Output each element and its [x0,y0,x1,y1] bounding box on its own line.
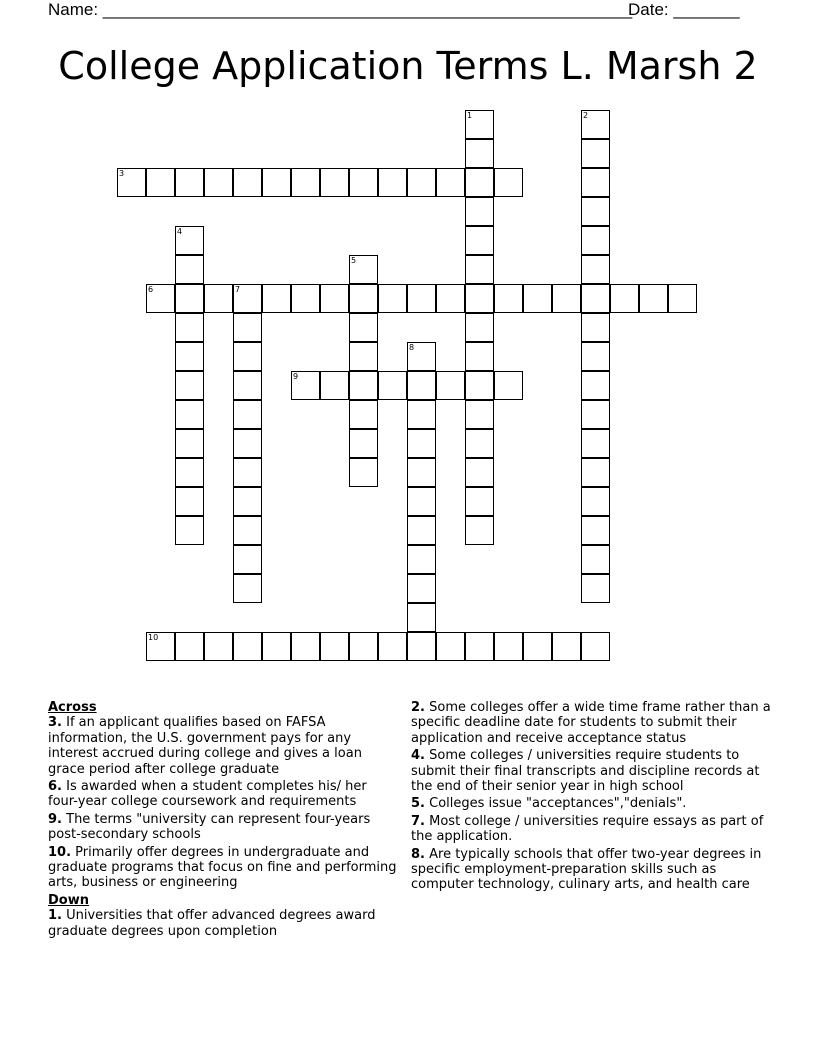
grid-cell[interactable] [581,516,610,545]
clue-text: The terms "university can represent four-years post-secondary schools [48,811,371,843]
grid-cell[interactable] [349,371,378,400]
clue-across-6 [48,779,398,810]
grid-cell[interactable] [581,139,610,168]
clue-number: 5. [411,796,425,812]
date-field-line[interactable]: Date: _______ [628,0,740,19]
grid-cell[interactable] [407,371,436,400]
grid-cell[interactable] [262,632,291,661]
grid-cell[interactable] [581,429,610,458]
grid-cell[interactable] [465,110,494,139]
grid-cell[interactable] [349,168,378,197]
grid-cell[interactable] [436,284,465,313]
grid-cell[interactable] [175,516,204,545]
clue-number-label: 2 [583,111,589,120]
clue-number: 7. [411,813,425,829]
grid-cell[interactable] [465,516,494,545]
grid-cell[interactable] [175,255,204,284]
clue-number: 1. [48,908,62,924]
grid-cell[interactable] [581,400,610,429]
grid-cell[interactable] [233,516,262,545]
grid-cell[interactable] [378,371,407,400]
clue-number-label: 8 [409,343,415,352]
clue-down-5 [411,796,771,811]
grid-cell[interactable] [233,342,262,371]
grid-cell[interactable] [465,226,494,255]
clue-number: 6. [48,779,62,795]
grid-cell[interactable] [175,371,204,400]
grid-cell[interactable] [465,371,494,400]
grid-cell[interactable] [349,284,378,313]
clue-text: Most college / universities require essays as part of the application. [411,813,764,845]
grid-cell[interactable] [581,255,610,284]
grid-cell[interactable] [581,632,610,661]
grid-cell[interactable] [581,197,610,226]
grid-cell[interactable] [494,371,523,400]
grid-cell[interactable] [407,400,436,429]
clue-down-8 [411,847,771,893]
grid-cell[interactable] [262,168,291,197]
grid-cell[interactable] [668,284,697,313]
page-title: College Application Terms L. Marsh 2 [58,44,758,88]
grid-cell[interactable] [581,313,610,342]
grid-cell[interactable] [233,313,262,342]
grid-cell[interactable] [407,168,436,197]
grid-cell[interactable] [204,284,233,313]
grid-cell[interactable] [581,110,610,139]
clue-number: 4. [411,748,425,764]
grid-cell[interactable] [175,313,204,342]
grid-cell[interactable] [581,371,610,400]
grid-cell[interactable] [465,400,494,429]
clue-number: 9. [48,811,62,827]
grid-cell[interactable] [581,574,610,603]
grid-cell[interactable] [349,342,378,371]
grid-cell[interactable] [465,342,494,371]
grid-cell[interactable] [436,632,465,661]
across-heading: Across [48,700,97,715]
grid-cell[interactable] [407,487,436,516]
grid-cell[interactable] [465,139,494,168]
clue-text: Some colleges / universities require students to submit their final transcripts and discipline records at the end of their senior year in high school [411,748,760,795]
grid-cell[interactable] [233,487,262,516]
grid-cell[interactable] [233,168,262,197]
grid-cell[interactable] [175,226,204,255]
grid-cell[interactable] [465,168,494,197]
clue-number-label: 5 [351,256,357,265]
grid-cell[interactable] [175,458,204,487]
grid-cell[interactable] [407,342,436,371]
clue-down-1 [48,908,398,939]
grid-cell[interactable] [349,400,378,429]
grid-cell[interactable] [320,168,349,197]
clue-number-label: 7 [235,285,241,294]
grid-cell[interactable] [436,371,465,400]
grid-cell[interactable] [407,516,436,545]
clue-number-label: 3 [119,169,125,178]
grid-cell[interactable] [349,429,378,458]
grid-cell[interactable] [436,168,465,197]
grid-cell[interactable] [146,168,175,197]
down-heading: Down [48,892,89,908]
grid-cell[interactable] [465,313,494,342]
name-field-line[interactable]: Name: ________________________________________________________ [48,0,633,19]
grid-cell[interactable] [494,284,523,313]
grid-cell[interactable] [581,545,610,574]
grid-cell[interactable] [349,632,378,661]
grid-cell[interactable] [175,400,204,429]
grid-cell[interactable] [610,284,639,313]
clue-number-label: 1 [467,111,473,120]
grid-cell[interactable] [233,284,262,313]
grid-cell[interactable] [378,284,407,313]
grid-cell[interactable] [465,458,494,487]
grid-cell[interactable] [175,284,204,313]
grid-cell[interactable] [407,458,436,487]
clue-text: Are typically schools that offer two-year degrees in specific employment-preparation skills such as computer technology, culinary arts, and health care [411,846,762,893]
grid-cell[interactable] [639,284,668,313]
grid-cell[interactable] [523,632,552,661]
grid-cell[interactable] [349,458,378,487]
grid-cell[interactable] [291,284,320,313]
grid-cell[interactable] [146,284,175,313]
clue-number: 3. [48,715,62,731]
grid-cell[interactable] [494,168,523,197]
grid-cell[interactable] [581,226,610,255]
clue-text: Universities that offer advanced degrees award graduate degrees upon completion [48,908,376,939]
grid-cell[interactable] [175,429,204,458]
grid-cell[interactable] [117,168,146,197]
clue-text: Primarily offer degrees in undergraduate and graduate programs that focus on fine and performing arts, business or engineering [48,844,397,891]
grid-cell[interactable] [407,632,436,661]
clue-down-2 [411,700,771,746]
grid-cell[interactable] [523,284,552,313]
grid-cell[interactable] [233,371,262,400]
grid-cell[interactable] [581,168,610,197]
grid-cell[interactable] [407,545,436,574]
grid-cell[interactable] [291,168,320,197]
grid-cell[interactable] [581,342,610,371]
grid-cell[interactable] [378,168,407,197]
grid-cell[interactable] [146,632,175,661]
grid-cell[interactable] [349,313,378,342]
clue-number-label: 4 [177,227,183,236]
grid-cell[interactable] [378,632,407,661]
grid-cell[interactable] [291,632,320,661]
clue-across-3 [48,715,398,777]
grid-cell[interactable] [407,284,436,313]
grid-cell[interactable] [407,429,436,458]
grid-cell[interactable] [552,284,581,313]
grid-cell[interactable] [407,574,436,603]
grid-cell[interactable] [581,458,610,487]
clue-across-10 [48,845,398,891]
clue-number: 2. [411,700,425,715]
grid-cell[interactable] [262,284,291,313]
grid-cell[interactable] [465,255,494,284]
clue-number-label: 6 [148,285,154,294]
grid-cell[interactable] [233,429,262,458]
clue-number: 8. [411,846,425,862]
clue-text: Colleges issue "acceptances","denials". [429,796,687,812]
grid-cell[interactable] [320,371,349,400]
grid-cell[interactable] [291,371,320,400]
grid-cell[interactable] [175,168,204,197]
grid-cell[interactable] [233,545,262,574]
grid-cell[interactable] [465,632,494,661]
grid-cell[interactable] [465,197,494,226]
clue-down-7 [411,814,771,845]
grid-cell[interactable] [175,342,204,371]
grid-cell[interactable] [494,632,523,661]
grid-cell[interactable] [581,284,610,313]
grid-cell[interactable] [465,429,494,458]
grid-cell[interactable] [175,487,204,516]
clue-down-4 [411,748,771,794]
clues-right-column [411,700,771,895]
clue-number-label: 10 [148,633,159,642]
clue-text: Is awarded when a student completes his/ her four-year college coursework and requirements [48,779,367,810]
grid-cell[interactable] [349,255,378,284]
clues-left-column [48,700,398,941]
grid-cell[interactable] [175,632,204,661]
grid-cell[interactable] [465,284,494,313]
grid-cell[interactable] [204,632,233,661]
grid-cell[interactable] [320,632,349,661]
clue-text: Some colleges offer a wide time frame rather than a specific deadline date for students to submit their application and receive acceptance status [411,700,771,746]
grid-cell[interactable] [233,632,262,661]
grid-cell[interactable] [204,168,233,197]
grid-cell[interactable] [320,284,349,313]
grid-cell[interactable] [465,487,494,516]
grid-cell[interactable] [233,458,262,487]
grid-cell[interactable] [552,632,581,661]
grid-cell[interactable] [581,487,610,516]
clue-text: If an applicant qualifies based on FAFSA information, the U.S. government pays for any interest accrued during college and gives a loan grace period after college graduate [48,715,362,777]
grid-cell[interactable] [407,603,436,632]
clue-across-9 [48,812,398,843]
clue-number-label: 9 [293,372,299,381]
clue-number: 10. [48,844,72,860]
grid-cell[interactable] [233,574,262,603]
grid-cell[interactable] [233,400,262,429]
